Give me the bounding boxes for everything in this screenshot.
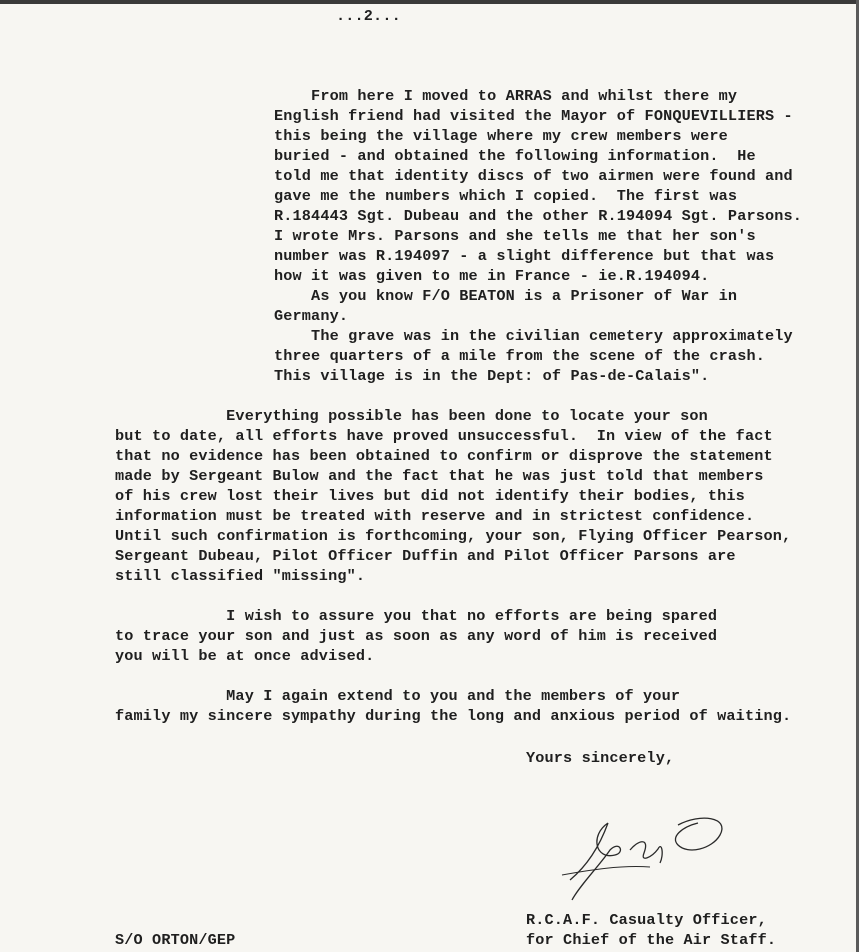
- quote-line: I wrote Mrs. Parsons and she tells me that her son's: [274, 227, 756, 245]
- quote-line: This village is in the Dept: of Pas-de-Calais".: [274, 367, 710, 385]
- quote-line: how it was given to me in France - ie.R.194094.: [274, 267, 710, 285]
- reference-initials: S/O ORTON/GEP: [115, 931, 236, 949]
- body-line: that no evidence has been obtained to confirm or disprove the statement: [115, 447, 773, 465]
- closing-salutation: Yours sincerely,: [526, 749, 675, 767]
- body-line: family my sincere sympathy during the long and anxious period of waiting.: [115, 707, 792, 725]
- body-line: but to date, all efforts have proved unsuccessful. In view of the fact: [115, 427, 773, 445]
- body-line: of his crew lost their lives but did not identify their bodies, this: [115, 487, 745, 505]
- quote-line: Germany.: [274, 307, 349, 325]
- body-line: I wish to assure you that no efforts are being spared: [115, 607, 718, 625]
- page-top-edge: [0, 0, 859, 4]
- quote-line: From here I moved to ARRAS and whilst there my: [274, 87, 738, 105]
- body-line: Until such confirmation is forthcoming, your son, Flying Officer Pearson,: [115, 527, 792, 545]
- quote-line: number was R.194097 - a slight difference but that was: [274, 247, 775, 265]
- body-line: May I again extend to you and the members of your: [115, 687, 681, 705]
- body-line: still classified "missing".: [115, 567, 366, 585]
- body-line: information must be treated with reserve and in strictest confidence.: [115, 507, 755, 525]
- signature-title: for Chief of the Air Staff.: [526, 931, 777, 949]
- quote-line: buried - and obtained the following information. He: [274, 147, 756, 165]
- body-line: Sergeant Dubeau, Pilot Officer Duffin and Pilot Officer Parsons are: [115, 547, 736, 565]
- body-line: made by Sergeant Bulow and the fact that he was just told that members: [115, 467, 764, 485]
- signature-title: R.C.A.F. Casualty Officer,: [526, 911, 767, 929]
- quote-line: this being the village where my crew members were: [274, 127, 728, 145]
- quote-line: three quarters of a mile from the scene of the crash.: [274, 347, 765, 365]
- page-number: ...2...: [336, 7, 401, 25]
- quote-line: R.184443 Sgt. Dubeau and the other R.194094 Sgt. Parsons.: [274, 207, 803, 225]
- handwritten-signature: [560, 805, 740, 905]
- body-line: Everything possible has been done to locate your son: [115, 407, 708, 425]
- quote-line: English friend had visited the Mayor of FONQUEVILLIERS -: [274, 107, 793, 125]
- quote-line: The grave was in the civilian cemetery approximately: [274, 327, 793, 345]
- quote-line: told me that identity discs of two airmen were found and: [274, 167, 793, 185]
- body-line: you will be at once advised.: [115, 647, 375, 665]
- quote-line: As you know F/O BEATON is a Prisoner of War in: [274, 287, 738, 305]
- quote-line: gave me the numbers which I copied. The first was: [274, 187, 738, 205]
- body-line: to trace your son and just as soon as any word of him is received: [115, 627, 718, 645]
